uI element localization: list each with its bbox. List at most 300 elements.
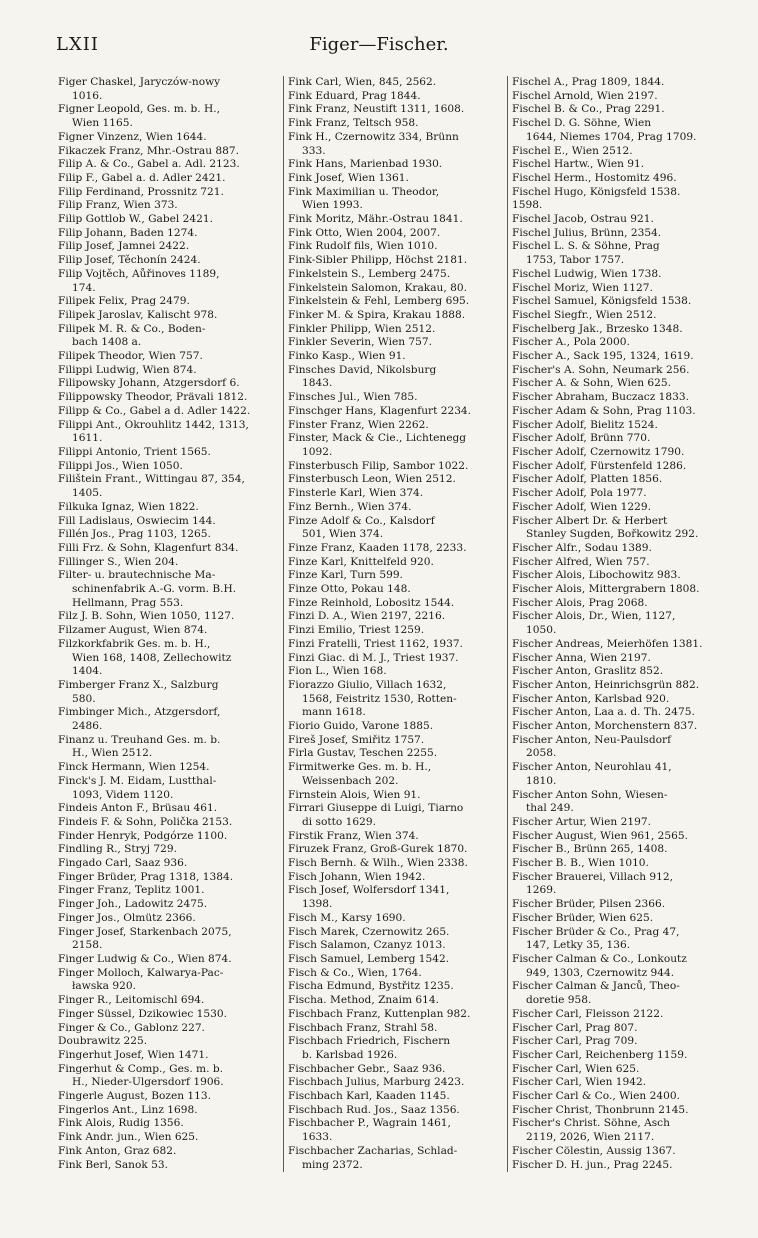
entry-line: Firstik Franz, Wien 374. [288,829,419,842]
directory-entry [58,199,280,213]
entry-line: Fischel Hartw., Wien 91. [512,158,645,171]
entry-line: Fischer Adolf, Pola 1977. [512,487,647,500]
directory-entry [58,871,280,885]
directory-entry [288,980,502,994]
directory-entry [288,158,502,172]
entry-line: Fischel Julius, Brünn, 2354. [512,226,662,239]
directory-entry [58,172,280,186]
page-header [56,34,702,58]
directory-entry [288,282,502,296]
entry-line: Fischer A., Pola 2000. [512,336,630,349]
directory-entry [58,323,280,350]
directory-entry [58,460,280,474]
directory-entry [512,953,734,980]
entry-line: Finsches David, Nikolsburg [288,363,437,376]
entry-line: 2158. [72,939,103,952]
directory-entry [58,912,280,926]
entry-line: Finger Süssel, Dzikowiec 1530. [58,1007,228,1020]
entry-line: Firnstein Alois, Wien 91. [288,788,421,801]
entry-line: Fischbach Julius, Marburg 2423. [288,1076,465,1089]
entry-line: Fireš Josef, Smiřitz 1757. [288,733,425,746]
entry-line: Fischer Anton Sohn, Wiesen- [512,788,668,801]
entry-line: Finze Franz, Kaaden 1178, 2233. [288,541,467,554]
entry-line: Fischer Anton, Laa a. d. Th. 2475. [512,706,695,719]
entry-line: Finkler Severin, Wien 757. [288,336,432,349]
entry-line: Wien 1165. [72,117,133,130]
entry-line: Finker M. & Spira, Krakau 1888. [288,308,466,321]
entry-line: Finzi Giac. di M. J., Triest 1937. [288,651,459,664]
directory-entry [58,706,280,733]
entry-line: Finkelstein Salomon, Krakau, 80. [288,281,467,294]
directory-entry [512,665,734,679]
directory-entry [288,172,502,186]
directory-entry [288,1035,502,1062]
directory-entry [288,830,502,844]
directory-entry [288,638,502,652]
directory-entry [512,446,734,460]
directory-entry [512,569,734,583]
entry-line: Stanley Sugden, Bořkowitz 292. [526,528,699,541]
entry-line: Fisch Salamon, Czanyz 1013. [288,939,446,952]
entry-line: Fisch Samuel, Lemberg 1542. [288,953,450,965]
entry-line: Fischer Anton, Karlsbad 920. [512,692,670,705]
entry-line: Fischbach Karl, Kaaden 1145. [288,1090,450,1103]
directory-entry [58,1063,280,1090]
entry-line: Fischelberg Jak., Brzesko 1348. [512,322,683,335]
entry-line: Filip Gottlob W., Gabel 2421. [58,213,213,226]
entry-line: Fischer Alois, Prag 2068. [512,596,648,609]
directory-entry [288,76,502,90]
entry-line: Doubrawitz 225. [58,1035,148,1048]
entry-line: Fischer Alfred, Wien 757. [512,555,650,568]
entry-line: Firuzek Franz, Groß-Gurek 1870. [288,843,468,856]
directory-entry [512,282,734,296]
entry-line: Fink Carl, Wien, 845, 2562. [288,76,437,88]
entry-line: Fischer Adam & Sohn, Prag 1103. [512,404,696,417]
directory-entry [288,569,502,583]
entry-line: Fiorazzo Giulio, Villach 1632, [288,678,447,691]
directory-entry [58,679,280,706]
directory-entry [288,967,502,981]
directory-entry [512,816,734,830]
directory-entry [512,145,734,159]
directory-entry [512,377,734,391]
entry-line: bach 1408 a. [72,336,142,349]
entry-line: Hellmann, Prag 553. [72,596,184,609]
running-title: Figer—Fischer. [309,34,449,55]
entry-line: 1404. [72,665,103,678]
directory-entry [512,186,734,200]
entry-line: Finze Adolf & Co., Kalsdorf [288,514,435,527]
directory-entry [288,679,502,720]
entry-line: Fischel A., Prag 1809, 1844. [512,76,665,88]
entry-line: Filip Josef, Jamnei 2422. [58,240,190,253]
directory-entry [58,542,280,556]
directory-entry [512,720,734,734]
directory-entry [512,789,734,816]
directory-entry [58,816,280,830]
entry-line: di sotto 1629. [302,815,376,828]
entry-line: Fink Moritz, Mähr.-Ostrau 1841. [288,213,463,226]
directory-entry [512,1008,734,1022]
entry-line: Filip Vojtěch, Aůřinoves 1189, [58,267,220,280]
entry-line: ming 2372. [302,1158,363,1171]
entry-line: Fisch M., Karsy 1690. [288,911,406,924]
entry-line: Fischel B. & Co., Prag 2291. [512,103,665,116]
directory-entry [288,843,502,857]
entry-line: Fischer Abraham, Buczacz 1833. [512,391,690,404]
directory-entry [58,391,280,405]
entry-line: Fischer Carl & Co., Wien 2400. [512,1090,680,1103]
directory-entry [58,802,280,816]
directory-entry [512,1117,734,1144]
directory-entry [512,199,734,213]
directory-entry [58,268,280,295]
entry-line: Filli Frz. & Sohn, Klagenfurt 834. [58,541,239,554]
entry-line: Fischbacher Zacharias, Schlad- [288,1144,458,1157]
directory-entry [58,515,280,529]
entry-line: Finsterbusch Leon, Wien 2512. [288,473,456,486]
directory-entry [288,1022,502,1036]
entry-line: 580. [72,692,96,705]
entry-line: Fink Maximilian u. Theodor, [288,185,440,198]
entry-line: Fischer Anton, Neu-Paulsdorf [512,733,671,746]
directory-entry [512,158,734,172]
entry-line: Fischer Carl, Fleisson 2122. [512,1007,664,1020]
entry-line: Filištein Frant., Wittingau 87, 354, [58,473,245,486]
directory-entry [58,227,280,241]
entry-line: Fischer Anna, Wien 2197. [512,651,651,664]
entry-line: 949, 1303, Czernowitz 944. [526,966,675,979]
entry-line: b. Karlsbad 1926. [302,1048,398,1061]
entry-line: Fischel Samuel, Königsfeld 1538. [512,295,692,308]
entry-line: 1843. [302,377,333,390]
entry-line: Fimberger Franz X., Salzburg [58,678,219,691]
directory-entry [288,652,502,666]
entry-line: Fink Hans, Marienbad 1930. [288,158,443,171]
entry-line: Finzi D. A., Wien 2197, 2216. [288,610,446,623]
directory-entry [288,1076,502,1090]
entry-line: Fischer Artur, Wien 2197. [512,815,651,828]
page-number: LXII [56,34,99,55]
entry-line: Fimbinger Mich., Atzgersdorf, [58,706,221,719]
directory-entry [288,1117,502,1144]
entry-line: Findeis Anton F., Brüsau 461. [58,802,218,815]
entry-line: Fischer Anton, Graslitz 852. [512,665,664,678]
directory-entry [512,227,734,241]
entry-line: Fischer Alfr., Sodau 1389. [512,541,652,554]
entry-line: Fischel Jacob, Ostrau 921. [512,213,654,226]
directory-entry [58,131,280,145]
entry-line: Finko Kasp., Wien 91. [288,350,406,363]
directory-entry [512,980,734,1007]
directory-entry [58,994,280,1008]
entry-line: 1644, Niemes 1704, Prag 1709. [526,130,697,143]
directory-entry [288,432,502,459]
entry-line: Filip Franz, Wien 373. [58,199,178,212]
entry-line: Fillinger S., Wien 204. [58,555,179,568]
entry-line: 1598. [512,199,543,212]
entry-line: Fischer Albert Dr. & Herbert [512,514,668,527]
entry-line: Fischer Cölestin, Aussig 1367. [512,1144,676,1157]
directory-entry [288,487,502,501]
directory-entry [288,213,502,227]
entry-line: Findeis F. & Sohn, Polička 2153. [58,815,233,828]
directory-entry [58,145,280,159]
entry-line: Fischel Herm., Hostomitz 496. [512,171,677,184]
entry-line: schinenfabrik A.-G. vorm. B.H. [72,583,237,596]
directory-entry [512,830,734,844]
directory-entry [512,117,734,144]
directory-entry [58,1049,280,1063]
entry-line: Fingado Carl, Saaz 936. [58,857,188,870]
entry-line: Filippi Jos., Wien 1050. [58,459,183,472]
entry-line: Fill Ladislaus, Oswiecim 144. [58,514,216,527]
entry-line: 1611. [72,432,103,445]
directory-entry [288,1145,502,1172]
directory-entry [288,734,502,748]
entry-line: 1269. [526,884,557,897]
directory-entry [512,679,734,693]
entry-line: 1568, Feistritz 1530, Rotten- [302,692,457,705]
entry-line: Firmitwerke Ges. m. b. H., [288,761,432,774]
entry-line: Finsterle Karl, Wien 374. [288,487,424,500]
entry-line: Finzi Fratelli, Triest 1162, 1937. [288,637,463,650]
directory-entry [288,912,502,926]
entry-line: Finger Joh., Ladowitz 2475. [58,898,208,911]
directory-entry [58,501,280,515]
entry-line: Fischer Calman & Co., Lonkoutz [512,953,687,965]
directory-entry [288,871,502,885]
entry-line: 1398. [302,898,333,911]
directory-entry [512,912,734,926]
entry-line: Finze Karl, Turn 599. [288,569,403,582]
directory-entry [512,350,734,364]
entry-line: Fischer Carl, Wien 1942. [512,1076,647,1089]
entry-line: Fischer Alois, Libochowitz 983. [512,569,681,582]
directory-entry [58,446,280,460]
entry-line: 1016. [72,89,103,102]
entry-line: Fischbach Friedrich, Fischern [288,1035,451,1048]
directory-entry [512,473,734,487]
directory-entry [512,693,734,707]
entry-line: 1050. [526,624,557,637]
entry-line: Finger Molloch, Kalwarya-Pac- [58,966,224,979]
entry-line: Finze Reinhold, Lobositz 1544. [288,596,455,609]
directory-entry [288,884,502,911]
entry-line: Fink Alois, Rudig 1356. [58,1117,184,1130]
directory-entry [512,706,734,720]
entry-line: Fischer Adolf, Fürstenfeld 1286. [512,459,687,472]
entry-line: Filippi Ludwig, Wien 874. [58,363,197,376]
directory-entry [512,926,734,953]
entry-line: Finkler Philipp, Wien 2512. [288,322,436,335]
entry-line: Finsches Jul., Wien 785. [288,391,418,404]
directory-entry [288,1063,502,1077]
directory-entry [512,542,734,556]
directory-entry [512,336,734,350]
directory-entry [512,1090,734,1104]
directory-entry [58,350,280,364]
directory-entry [288,802,502,829]
entry-line: Finster Franz, Wien 2262. [288,418,429,431]
entry-line: Filipek Theodor, Wien 757. [58,350,203,363]
directory-entry [512,460,734,474]
directory-entry [288,1008,502,1022]
entry-line: Fisch Josef, Wolfersdorf 1341, [288,884,450,897]
directory-entry [512,871,734,898]
entry-line: Fink Otto, Wien 2004, 2007. [288,226,441,239]
entry-line: Fink Anton, Graz 682. [58,1144,177,1157]
entry-line: H., Wien 2512. [72,747,153,760]
directory-entry [288,610,502,624]
entry-line: Fischer Adolf, Brünn 770. [512,432,651,445]
directory-entry [288,926,502,940]
entry-line: Fisch Johann, Wien 1942. [288,870,426,883]
directory-entry [288,761,502,788]
directory-entry [288,186,502,213]
directory-entry [58,76,280,103]
entry-line: Fischel D. G. Söhne, Wien [512,117,652,130]
directory-entry [288,857,502,871]
entry-line: Finger Ludwig & Co., Wien 874. [58,953,232,965]
entry-line: Fischa Edmund, Bystřitz 1235. [288,980,454,993]
entry-line: Fischbacher P., Wagrain 1461, [288,1117,451,1130]
directory-entry [512,1145,734,1159]
entry-line: Finger Franz, Teplitz 1001. [58,884,205,897]
directory-entry [288,227,502,241]
directory-entry [288,336,502,350]
directory-entry [58,761,280,775]
directory-entry [58,1104,280,1118]
entry-line: Finck's J. M. Eidam, Lustthal- [58,774,217,787]
directory-entry [58,843,280,857]
directory-entry [512,734,734,761]
entry-line: Fink Berl, Sanok 53. [58,1158,168,1171]
entry-line: Fischer Calman & Janců, Theo- [512,980,680,993]
directory-entry [58,295,280,309]
entry-line: ławska 920. [72,980,136,993]
entry-line: Finze Karl, Knittelfeld 920. [288,555,434,568]
directory-entry [288,295,502,309]
entry-line: Filz J. B. Sohn, Wien 1050, 1127. [58,610,235,623]
directory-entry [58,528,280,542]
directory-entry [58,884,280,898]
entry-line: Fink Eduard, Prag 1844. [288,89,421,102]
entry-line: Figner Vinzenz, Wien 1644. [58,130,207,143]
directory-entry [58,953,280,967]
entry-line: Filip F., Gabel a. d. Adler 2421. [58,171,226,184]
column-3 [507,76,734,1172]
entry-line: Finz Bernh., Wien 374. [288,500,412,513]
entry-line: Fischer Carl, Wien 625. [512,1062,640,1075]
entry-line: Fischel Moriz, Wien 1127. [512,281,653,294]
directory-entry [288,556,502,570]
entry-line: Finck Hermann, Wien 1254. [58,761,210,774]
entry-line: Finger Brüder, Prag 1318, 1384. [58,870,234,883]
directory-entry [288,364,502,391]
entry-line: Fischel L. S. & Söhne, Prag [512,240,660,253]
entry-line: mann 1618. [302,706,366,719]
entry-line: Finger Jos., Olmütz 2366. [58,911,196,924]
entry-line: Finanz u. Treuhand Ges. m. b. [58,733,221,746]
directory-entry [512,309,734,323]
entry-line: Fiorio Guido, Varone 1885. [288,720,434,733]
entry-line: Finzi Emilio, Triest 1259. [288,624,425,637]
entry-line: Fischer Christ, Thonbrunn 2145. [512,1103,689,1116]
entry-line: Filip Ferdinand, Prossnitz 721. [58,185,224,198]
directory-entry [288,501,502,515]
entry-line: H., Nieder-Ulgersdorf 1906. [72,1076,224,1089]
entry-line: 1092. [302,445,333,458]
entry-line: Fingerhut & Comp., Ges. m. b. [58,1062,223,1075]
entry-line: 1810. [526,774,557,787]
entry-line: Fink Franz, Neustift 1311, 1608. [288,103,465,116]
directory-entry [512,1076,734,1090]
directory-entry [288,624,502,638]
directory-entry [512,556,734,570]
directory-entry [512,1104,734,1118]
directory-entry [58,213,280,227]
directory-entry [288,789,502,803]
entry-line: Fischer Adolf, Platten 1856. [512,473,663,486]
entry-line: 2058. [526,747,557,760]
directory-entry [288,1090,502,1104]
entry-line: Fink Franz, Teltsch 958. [288,117,419,130]
directory-entry [288,240,502,254]
entry-line: Fisch Marek, Czernowitz 265. [288,925,450,938]
directory-entry [512,652,734,666]
directory-entry [288,405,502,419]
directory-entry [288,515,502,542]
directory-entry [58,1145,280,1159]
directory-entry [58,158,280,172]
directory-entry [512,419,734,433]
entry-line: Filippi Ant., Okrouhlitz 1442, 1313, [58,418,249,431]
directory-entry [512,487,734,501]
directory-entry [288,350,502,364]
entry-line: Filzkorkfabrik Ges. m. b. H., [58,637,211,650]
entry-line: Filter- u. brautechnische Ma- [58,569,216,582]
directory-entry [512,76,734,90]
entry-line: Finger & Co., Gablonz 227. [58,1021,205,1034]
entry-line: Fischer Anton, Neurohlau 41, [512,761,672,774]
directory-entry [512,268,734,282]
entry-line: Filipp & Co., Gabel a d. Adler 1422. [58,404,251,417]
directory-entry [58,857,280,871]
entry-line: Fingerhut Josef, Wien 1471. [58,1048,209,1061]
directory-entry [288,391,502,405]
entry-line: Filip Josef, Těchonín 2424. [58,254,201,267]
entry-line: 147, Letky 35, 136. [526,939,631,952]
entry-line: Firrari Giuseppe di Luigi, Tiarno [288,802,464,815]
entry-line: Finze Otto, Pokau 148. [288,583,411,596]
entry-line: Fischer Brüder, Pilsen 2366. [512,898,666,911]
entry-line: Finschger Hans, Klagenfurt 2234. [288,404,472,417]
entry-line: 501, Wien 374. [302,528,384,541]
entry-line: Fisch Bernh. & Wilh., Wien 2338. [288,857,468,870]
entry-line: Fischer Adolf, Czernowitz 1790. [512,445,685,458]
directory-entry [58,1022,280,1036]
entry-line: Fischbach Rud. Jos., Saaz 1356. [288,1103,460,1116]
directory-entry [58,364,280,378]
directory-entry [512,610,734,637]
entry-line: 1633. [302,1131,333,1144]
directory-entry [512,1035,734,1049]
directory-entry [288,309,502,323]
entry-line: Filzamer August, Wien 874. [58,624,208,637]
entry-line: Fischbacher Gebr., Saaz 936. [288,1062,446,1075]
